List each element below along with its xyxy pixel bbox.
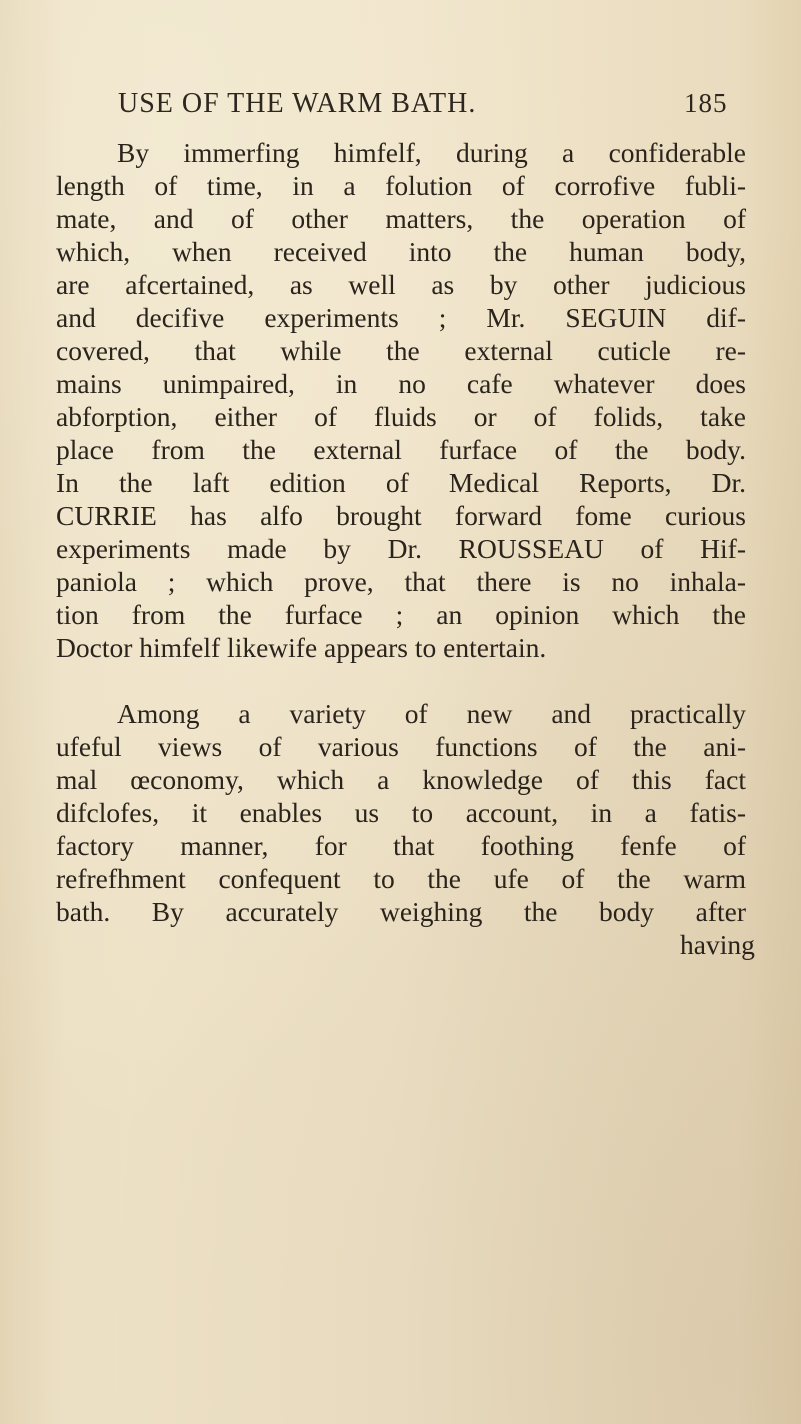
text-line: and decifive experiments ; Mr. SEGUIN dif- [56, 302, 746, 333]
text-line: In the laft edition of Medical Reports, Dr. [56, 467, 746, 498]
text-line: Among a variety of new and practically [117, 698, 746, 729]
text-line: bath. By accurately weighing the body after [56, 896, 746, 927]
page-number: 185 [684, 88, 728, 118]
text-line: mains unimpaired, in no cafe whatever does [56, 368, 746, 399]
running-head: USE OF THE WARM BATH. [118, 88, 477, 119]
text-line: factory manner, for that foothing fenfe of [56, 830, 746, 861]
text-line: are afcertained, as well as by other judicious [56, 269, 746, 300]
text-line: place from the external furface of the body. [56, 434, 746, 465]
text-line: CURRIE has alfo brought forward fome curious [56, 500, 746, 531]
text-line: tion from the furface ; an opinion which the [56, 599, 746, 630]
text-line: ufeful views of various functions of the ani- [56, 731, 746, 762]
text-line: experiments made by Dr. ROUSSEAU of Hif- [56, 533, 746, 564]
text-line: length of time, in a folution of corrofive fubli- [56, 170, 746, 201]
page-header [118, 88, 738, 128]
text-line: abforption, either of fluids or of folids, take [56, 401, 746, 432]
text-line: which, when received into the human body, [56, 236, 746, 267]
text-line: covered, that while the external cuticle re- [56, 335, 746, 366]
text-line: difclofes, it enables us to account, in a fatis- [56, 797, 746, 828]
catchword: having [680, 929, 755, 960]
text-line: mate, and of other matters, the operation of [56, 203, 746, 234]
text-line: paniola ; which prove, that there is no inhala- [56, 566, 746, 597]
text-line: Doctor himfelf likewife appears to entertain. [56, 632, 547, 663]
text-line: By immerfing himfelf, during a confiderable [117, 137, 746, 168]
text-line: refrefhment confequent to the ufe of the warm [56, 863, 746, 894]
text-line: mal œconomy, which a knowledge of this fact [56, 764, 746, 795]
